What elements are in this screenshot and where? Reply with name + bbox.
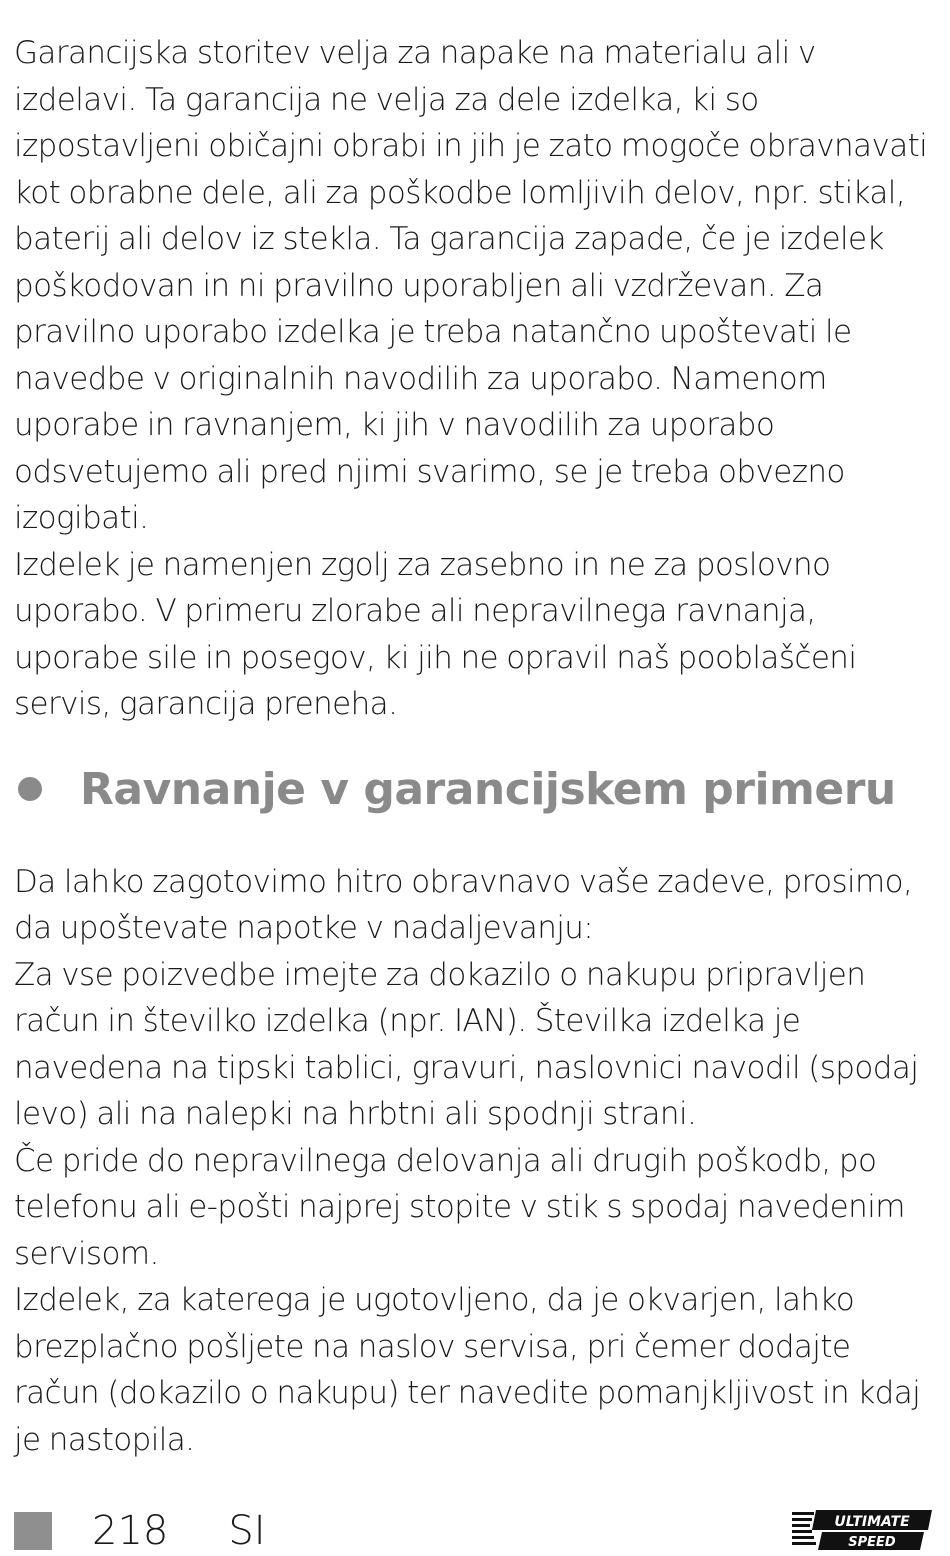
svg-text:SPEED: SPEED	[848, 1535, 896, 1550]
section-heading-text: Ravnanje v garancijskem primeru	[80, 763, 896, 815]
paragraph-receipt: Za vse poizvedbe imejte za dokazilo o nakupu pripravljen račun in številko izdelka (npr. IAN). Številka izdelka je navedena na tipski tablici, gravuri, naslovnici navodil (spodaj levo) ali na nalepki na hrbtni ali spodnji strani.	[14, 956, 919, 1132]
paragraph-contact: Če pride do nepravilnega delovanja ali drugih poškodb, po telefonu ali e-pošti najprej stopite v stik s spodaj navedenim servisom.	[14, 1142, 905, 1272]
paragraph-shipping: Izdelek, za katerega je ugotovljeno, da je okvarjen, lahko brezplačno pošljete na naslov servisa, pri čemer dodajte račun (dokazilo o nakupu) ter navedite pomanjkljivost in kdaj je nastopila.	[14, 1282, 921, 1458]
page-number: 218	[92, 1508, 169, 1554]
page-footer	[14, 1506, 936, 1556]
footer-marker-square	[14, 1512, 52, 1550]
paragraph-warranty-scope: Garancijska storitev velja za napake na materialu ali v izdelavi. Ta garancija ne velja za dele izdelka, ki so izpostavljeni običajni obrabi in jih je zato mogoče obravnavati kot obrabne dele, ali za poškodbe lomljivih delov, npr. stikal, baterij ali delov iz stekla. Ta garancija zapade, če je izdelek poškodovan in ni pravilno uporabljen ali vzdrževan. Za pravilno uporabo izdelka je treba natančno upoštevati le navedbe v originalnih navodilih za uporabo. Namenom uporabe in ravnanjem, ki jih v navodilih za uporabo odsvetujemo ali pred njimi svarimo, se je treba obvezno izogibati.	[14, 35, 928, 536]
ultimate-speed-logo	[792, 1508, 934, 1552]
document-page	[14, 30, 936, 1463]
svg-text:ULTIMATE: ULTIMATE	[834, 1514, 910, 1530]
country-code: SI	[228, 1508, 266, 1554]
section-heading	[14, 764, 936, 815]
paragraph-private-use: Izdelek je namenjen zgolj za zasebno in ne za poslovno uporabo. V primeru zlorabe ali nepravilnega ravnanja, uporabe sile in posegov, ki jih ne opravil naš pooblaščeni servis, garancija preneha.	[14, 546, 857, 722]
paragraph-intro: Da lahko zagotovimo hitro obravnavo vaše zadeve, prosimo, da upoštevate napotke v nadaljevanju:	[14, 863, 913, 946]
bullet-icon	[18, 777, 42, 801]
